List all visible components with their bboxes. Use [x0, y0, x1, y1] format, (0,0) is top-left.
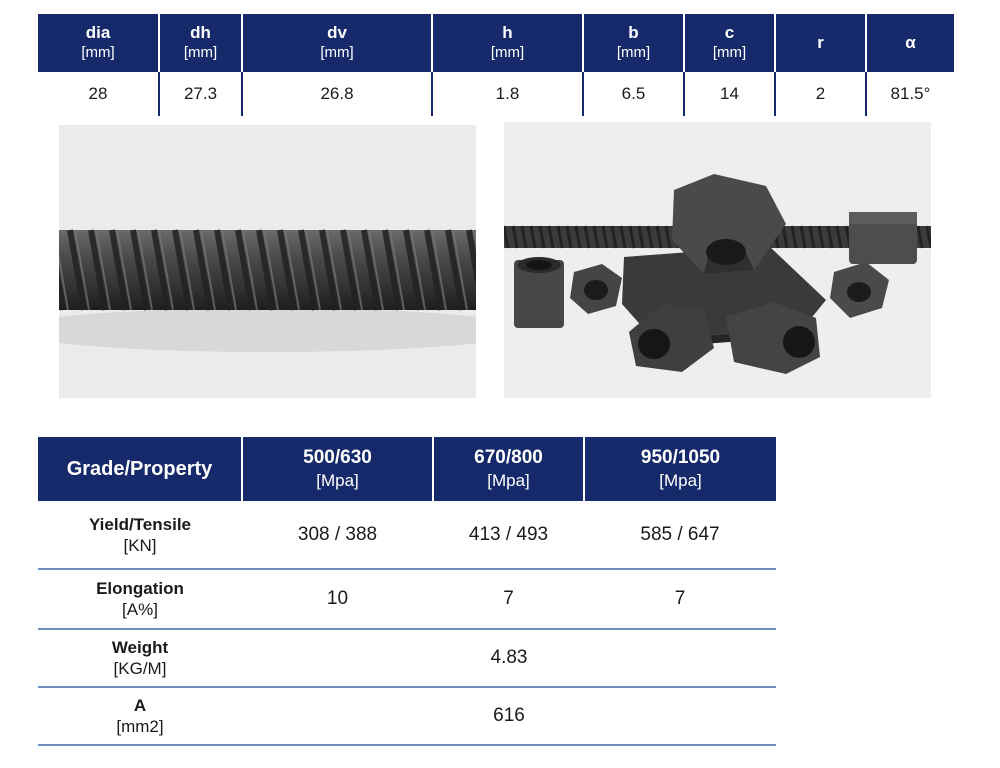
- grade-header-500-630: 500/630 [Mpa]: [242, 437, 433, 501]
- dimension-value-b: 6.5: [583, 72, 684, 116]
- dimension-header-dv: dv [mm]: [242, 14, 432, 72]
- dimension-header-r: r: [775, 14, 866, 72]
- cell-elongation-950-1050: 7: [584, 569, 776, 629]
- rebar-photo: [59, 125, 476, 398]
- row-label-elongation: Elongation [A%]: [38, 569, 242, 629]
- dimension-header-c: c [mm]: [684, 14, 775, 72]
- dimension-value-dia: 28: [38, 72, 159, 116]
- grade-property-header: Grade/Property: [38, 437, 242, 501]
- dimension-header-dh: dh [mm]: [159, 14, 242, 72]
- dimension-value-alpha: 81.5°: [890, 84, 931, 103]
- cell-elongation-670-800: 7: [433, 569, 584, 629]
- row-label-yield-tensile: Yield/Tensile [KN]: [38, 501, 242, 569]
- table-row-elongation: [38, 569, 776, 629]
- dimension-header-dia: dia [mm]: [38, 14, 159, 72]
- cell-yield-950-1050: 585 / 647: [584, 501, 776, 569]
- cell-area: 616: [242, 687, 776, 745]
- property-table: [38, 437, 776, 746]
- dimension-value-dh: 27.3: [159, 72, 242, 116]
- grade-header-950-1050: 950/1050 [Mpa]: [584, 437, 776, 501]
- cell-yield-670-800: 413 / 493: [433, 501, 584, 569]
- nuts-and-plate-photo: [504, 122, 931, 398]
- table-row-weight: [38, 629, 776, 687]
- dimension-value-c: 14: [684, 72, 775, 116]
- row-label-area: A [mm2]: [38, 687, 242, 745]
- dimension-header-h: h [mm]: [432, 14, 583, 72]
- dimension-value-r: 2: [775, 72, 866, 116]
- property-header-row: [38, 437, 776, 501]
- cell-elongation-500-630: 10: [242, 569, 433, 629]
- dimension-value-row: [38, 72, 954, 116]
- dimension-header-alpha: α: [866, 14, 954, 72]
- dimension-table: [38, 14, 954, 116]
- row-label-weight: Weight [KG/M]: [38, 629, 242, 687]
- dimension-value-dv: 26.8: [242, 72, 432, 116]
- dimension-header-b: b [mm]: [583, 14, 684, 72]
- dimension-value-h: 1.8: [432, 72, 583, 116]
- table-row-area: [38, 687, 776, 745]
- cell-yield-500-630: 308 / 388: [242, 501, 433, 569]
- grade-header-670-800: 670/800 [Mpa]: [433, 437, 584, 501]
- table-row-yield-tensile: [38, 501, 776, 569]
- dimension-header-row: [38, 14, 954, 72]
- cell-weight: 4.83: [242, 629, 776, 687]
